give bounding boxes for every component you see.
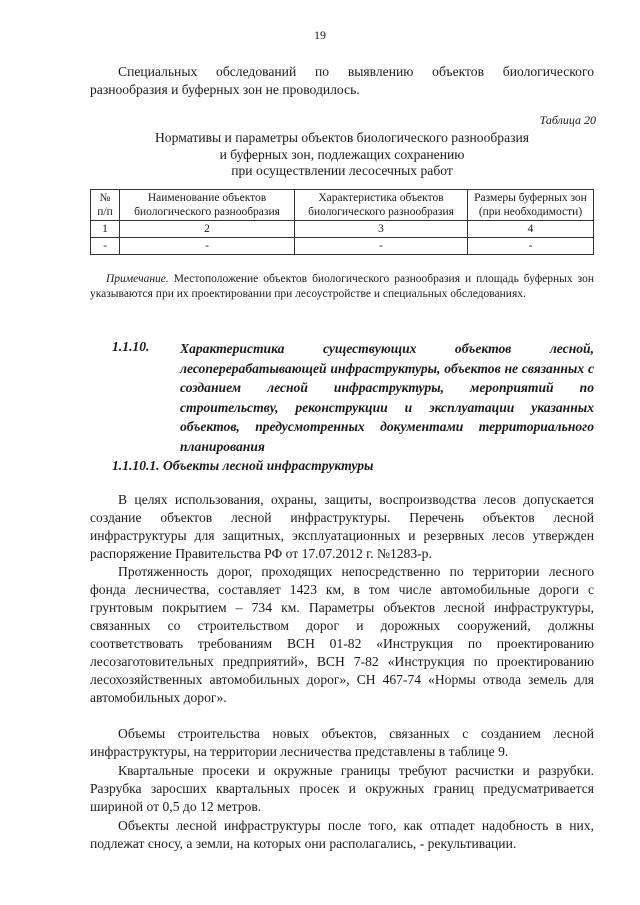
table-note [90, 272, 594, 301]
intro-paragraph: Специальных обследований по выявлению объектов биологического разнообразия и буферных зон не проводилось. [90, 64, 594, 97]
header-object-name: Наименование объектов биологического разнообразия [120, 190, 295, 221]
body-paragraph: Протяженность дорог, проходящих непосредственно по территории лесного фонда лесничества, составляет 1423 км, в том числе автомобильные дороги с грунтовым покрытием – 734 км. Параметры объектов лесной инфраструктуры, связанных со строительством дорог и дорожных сооружений, должны соответствовать требованиям ВСН 01-82 «Инструкция по проектированию лесозаготовительных предприятий», ВСН 7-82 «Инструкция по проектированию лесохозяйственных автомобильных дорог», СН 467-74 «Нормы отвода земель для автомобильных дорог». [90, 564, 594, 705]
table-cell: - [295, 238, 468, 255]
table-numbering-row [91, 221, 594, 238]
header-object-characteristics: Характеристика объектов биологического разнообразия [295, 190, 468, 221]
section-title: Характеристика существующих объектов лесной, лесоперерабатывающей инфраструктуры, объектов не связанных с созданием лесной инфраструктуры, мероприятий по строительству, реконструкции и эксплуатации указанных объектов, предусмотренных документами территориального планирования [180, 341, 594, 454]
body-paragraph: Объекты лесной инфраструктуры после того, как отпадет надобность в них, подлежат сносу, а земли, на которых они располагались, - рекультивации. [90, 818, 594, 851]
table-caption-line: при осуществлении лесосечных работ [231, 163, 453, 178]
body-paragraph: Квартальные просеки и окружные границы требуют расчистки и разрубки. Разрубка заросших квартальных просек и окружных границ предусматривается шириной от 0,5 до 12 метров. [90, 763, 594, 814]
table-cell: 2 [120, 221, 295, 238]
table-cell: - [468, 238, 594, 255]
table-cell: 3 [295, 221, 468, 238]
table-cell: 1 [91, 221, 120, 238]
subsection-title: 1.1.10.1. Объекты лесной инфраструктуры [112, 458, 374, 473]
table-cell: - [91, 238, 120, 255]
header-number: № п/п [91, 190, 120, 221]
table-row [91, 238, 594, 255]
section-number: 1.1.10. [112, 339, 150, 354]
note-text: Местоположение объектов биологического разнообразия и площадь буферных зон указываются при их проектировании при лесоустройстве и специальных обследованиях. [90, 273, 594, 300]
note-label: Примечание. [106, 273, 169, 285]
table-cell: - [120, 238, 295, 255]
body-paragraph: В целях использования, охраны, защиты, воспроизводства лесов допускается создание объектов лесной инфраструктуры. Перечень объектов лесной инфраструктуры для защитных, эксплуатационных и резервных лесов утвержден распоряжение Правительства РФ от 17.07.2012 г. №1283-р. [90, 492, 594, 561]
table-caption-line: Нормативы и параметры объектов биологического разнообразия [154, 130, 530, 145]
biodiversity-table [90, 189, 594, 255]
table-header-row [91, 190, 594, 221]
table-cell: 4 [468, 221, 594, 238]
body-paragraph: Объемы строительства новых объектов, связанных с созданием лесной инфраструктуры, на территории лесничества представлены в таблице 9. [90, 726, 594, 759]
table-caption [90, 130, 594, 180]
table-caption-line: и буферных зон, подлежащих сохранению [219, 146, 465, 162]
table-label: Таблица 20 [539, 113, 596, 127]
page-number: 19 [314, 28, 326, 42]
header-buffer-zone-size: Размеры буферных зон (при необходимости) [468, 190, 594, 221]
